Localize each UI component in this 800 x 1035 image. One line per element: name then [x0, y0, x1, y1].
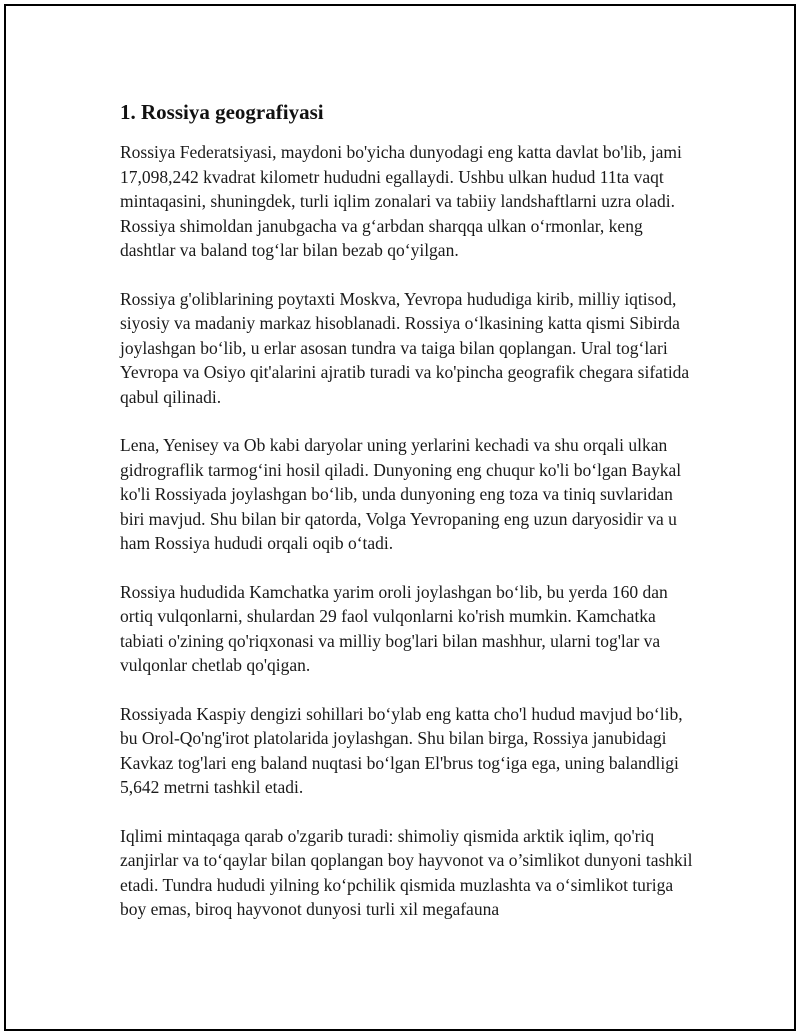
section-heading: 1. Rossiya geografiyasi: [120, 100, 324, 124]
document-content: [120, 96, 700, 946]
paragraph-overview: Rossiya Federatsiyasi, maydoni bo'yicha dunyodagi eng katta davlat bo'lib, jami 17,098,242 kvadrat kilometr hududni egallaydi. Ushbu ulkan hudud 11ta vaqt mintaqasini, shuningdek, turli iqlim zonalari va tabiiy landshaftlarni uzra oladi. Rossiya shimoldan janubgacha va g‘arbdan sharqqa ulkan o‘rmonlar, keng dashtlar va baland tog‘lar bilan bezab qo‘yilgan.: [120, 142, 682, 260]
document-page: [4, 4, 796, 1031]
paragraph-climate: Iqlimi mintaqaga qarab o'zgarib turadi: shimoliy qismida arktik iqlim, qo'riq zanjirlar va to‘qaylar bilan qoplangan boy hayvonot va o’simlikot dunyoni tashkil etadi. Tundra hududi yilning ko‘pchilik qismida muzlashta va o‘simlikot turiga boy emas, biroq hayvonot dunyosi turli xil megafauna: [120, 825, 693, 919]
paragraph-kamchatka: Rossiya hududida Kamchatka yarim oroli joylashgan bo‘lib, bu yerda 160 dan ortiq vulqonlarni, shulardan 29 faol vulqonlarni ko'rish mumkin. Kamchatka tabiati o'zining qo'riqxonasi va milliy bog'lari bilan mashhur, ularni tog'lar va vulqonlar chetlab qo'qigan.: [120, 581, 668, 675]
paragraph-rivers-baikal: Lena, Yenisey va Ob kabi daryolar uning yerlarini kechadi va shu orqali ulkan gidrograflik tarmog‘ini hosil qiladi. Dunyoning eng chuqur ko'li bo‘lgan Baykal ko'li Rossiyada joylashgan bo‘lib, unda dunyoning eng toza va tiniq suvlaridan biri mavjud. Shu bilan bir qatorda, Volga Yevropaning eng uzun daryosidir va u ham Rossiya hududi orqali oqib o‘tadi.: [120, 435, 682, 553]
paragraph-caspian-caucasus: Rossiyada Kaspiy dengizi sohillari bo‘ylab eng katta cho'l hudud mavjud bo‘lib, bu Orol-Qo'ng'irot platolarida joylashgan. Shu bilan birga, Rossiya janubidagi Kavkaz tog'lari eng baland nuqtasi bo‘lgan El'brus tog‘iga ega, uning balandligi 5,642 metrni tashkil etadi.: [120, 703, 683, 797]
paragraph-capital-siberia: Rossiya g'oliblarining poytaxti Moskva, Yevropa hududiga kirib, milliy iqtisod, siyosiy va madaniy markaz hisoblanadi. Rossiya o‘lkasining katta qismi Sibirda joylashgan bo‘lib, u erlar asosan tundra va taiga bilan qoplangan. Ural tog‘lari Yevropa va Osiyo qit'alarini ajratib turadi va ko'pincha geografik chegara sifatida qabul qilinadi.: [120, 288, 690, 407]
